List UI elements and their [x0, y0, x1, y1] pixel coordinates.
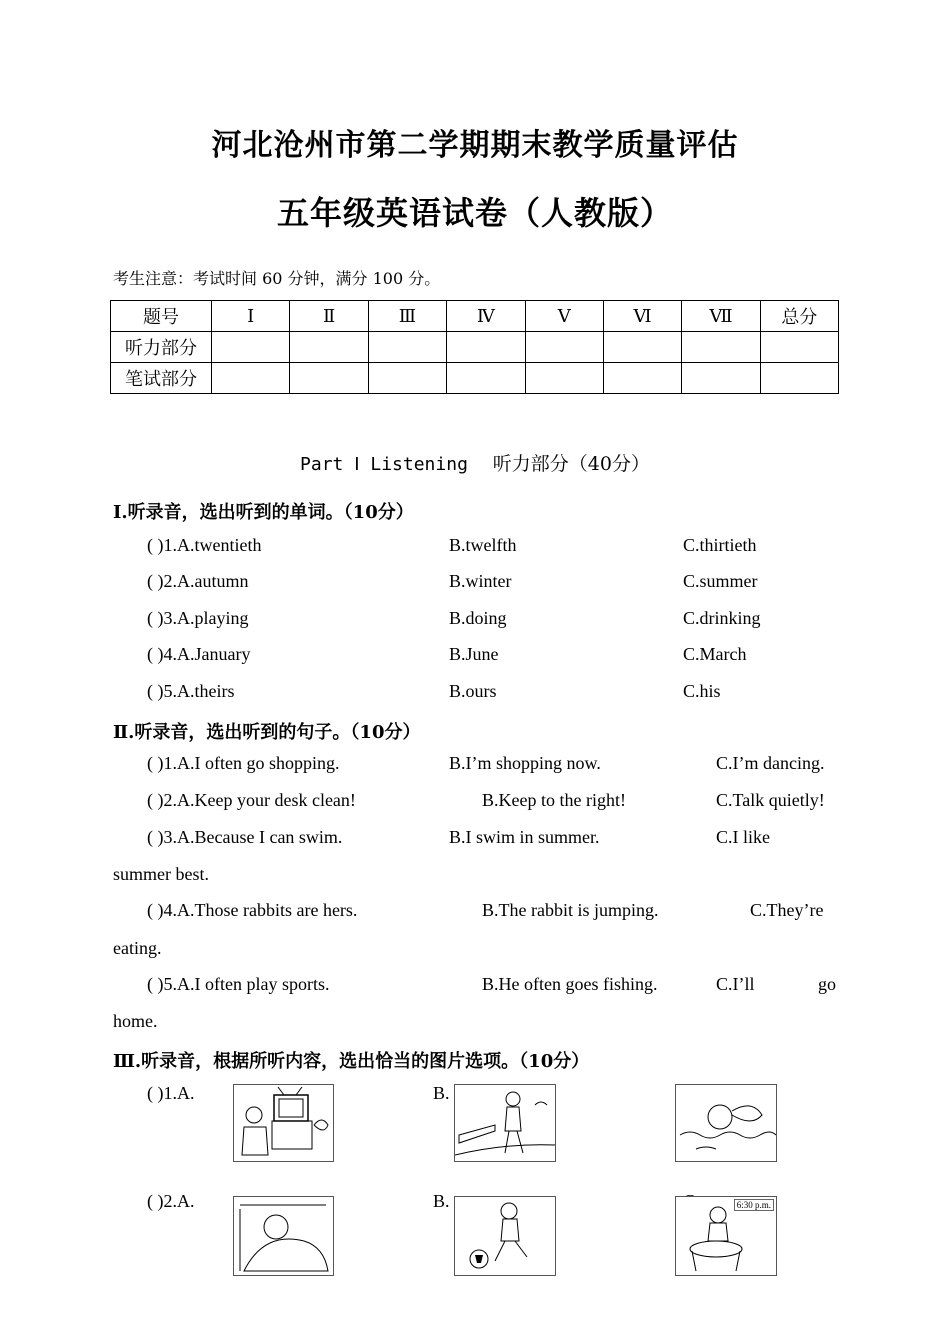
score-header-cell: 题号: [111, 301, 212, 332]
score-table-row: [111, 332, 839, 363]
clock-time-label: 6:30 p.m.: [734, 1199, 774, 1211]
picture-question-label: ( )2.A.: [147, 1191, 195, 1211]
person-swimming-icon: [676, 1085, 776, 1161]
score-cell[interactable]: [368, 332, 446, 363]
question-option-c: C.his: [683, 681, 721, 701]
question-option-a: ( )1.A.I often go shopping.: [147, 753, 340, 773]
question-option-b: B.June: [449, 644, 499, 664]
score-cell[interactable]: [682, 332, 760, 363]
score-cell[interactable]: [212, 363, 290, 394]
question-option-b: B.I’m shopping now.: [449, 753, 601, 773]
score-cell[interactable]: [447, 332, 525, 363]
section-3-title: Ⅲ.听录音，根据所听内容，选出恰当的图片选项。（10分）: [113, 1051, 590, 1072]
person-tv-icon: [234, 1085, 333, 1161]
question-option-b: B.The rabbit is jumping.: [482, 900, 659, 920]
question-option-a: ( )2.A.Keep your desk clean!: [147, 790, 356, 810]
score-header-cell: Ⅵ: [603, 301, 681, 332]
score-table: [110, 300, 839, 394]
question-option-c: C.They’re: [750, 900, 824, 920]
score-cell[interactable]: [525, 363, 603, 394]
score-header-cell: Ⅰ: [212, 301, 290, 332]
question-option-c: C.I’m dancing.: [716, 753, 825, 773]
score-header-cell: Ⅱ: [290, 301, 368, 332]
picture-walking-park: [454, 1084, 556, 1162]
question-option-b: B.I swim in summer.: [449, 827, 600, 847]
question-wrap-text: summer best.: [113, 864, 209, 884]
picture-swimming: [675, 1084, 777, 1162]
score-cell[interactable]: [525, 332, 603, 363]
question-wrap-text: eating.: [113, 938, 162, 958]
score-header-cell: Ⅴ: [525, 301, 603, 332]
part-heading: [0, 449, 950, 476]
picture-question-label: ( )1.A.: [147, 1083, 195, 1103]
score-header-cell: Ⅳ: [447, 301, 525, 332]
question-option-b: B.Keep to the right!: [482, 790, 626, 810]
person-sleeping-icon: [234, 1197, 333, 1275]
exam-title: 河北沧州市第二学期期末教学质量评估: [211, 128, 739, 163]
score-cell[interactable]: [682, 363, 760, 394]
question-option-b: B.twelfth: [449, 535, 517, 555]
exam-notice: 考生注意：考试时间 60 分钟，满分 100 分。: [113, 269, 441, 288]
part-label: Part Ⅰ Listening: [300, 454, 468, 475]
question-option-a: ( )5.A.theirs: [147, 681, 235, 701]
question-option-c: C.Talk quietly!: [716, 790, 825, 810]
picture-sleeping: [233, 1196, 334, 1276]
question-option-a: ( )4.A.Those rabbits are hers.: [147, 900, 358, 920]
score-cell[interactable]: [603, 363, 681, 394]
score-table-header-row: [111, 301, 839, 332]
question-option-c: C.I like: [716, 827, 770, 847]
question-option-a: ( )4.A.January: [147, 644, 251, 664]
picture-playing-football: [454, 1196, 556, 1276]
section-1-title: Ⅰ.听录音，选出听到的单词。（10分）: [113, 502, 414, 523]
question-option-c: C.thirtieth: [683, 535, 757, 555]
question-option-a: ( )2.A.autumn: [147, 571, 249, 591]
score-row-label: 听力部分: [111, 332, 212, 363]
score-cell[interactable]: [368, 363, 446, 394]
question-option-c-tail: go: [818, 974, 836, 994]
score-cell[interactable]: [290, 363, 368, 394]
part-label-cn: 听力部分（40分）: [492, 453, 650, 475]
score-cell[interactable]: [760, 332, 838, 363]
question-option-c: C.March: [683, 644, 747, 664]
question-option-a: ( )5.A.I often play sports.: [147, 974, 330, 994]
question-option-b: B.doing: [449, 608, 507, 628]
score-cell[interactable]: [447, 363, 525, 394]
question-option-a: ( )3.A.playing: [147, 608, 249, 628]
score-cell[interactable]: [212, 332, 290, 363]
person-walking-icon: [455, 1085, 555, 1161]
score-cell[interactable]: [603, 332, 681, 363]
score-header-cell: Ⅲ: [368, 301, 446, 332]
question-option-c: C.summer: [683, 571, 758, 591]
exam-subtitle: 五年级英语试卷（人教版）: [276, 194, 673, 232]
question-option-b: B.winter: [449, 571, 512, 591]
question-option-c: C.I’ll: [716, 974, 755, 994]
score-cell[interactable]: [760, 363, 838, 394]
question-option-b: B.ours: [449, 681, 497, 701]
question-wrap-text: home.: [113, 1011, 158, 1031]
person-football-icon: [455, 1197, 555, 1275]
score-header-cell: Ⅶ: [682, 301, 760, 332]
score-table-row: [111, 363, 839, 394]
picture-eating-dinner: [675, 1196, 777, 1276]
question-option-c: C.drinking: [683, 608, 761, 628]
question-option-b: B.He often goes fishing.: [482, 974, 658, 994]
picture-watching-tv: [233, 1084, 334, 1162]
question-option-a: ( )3.A.Because I can swim.: [147, 827, 343, 847]
score-header-cell: 总分: [760, 301, 838, 332]
score-row-label: 笔试部分: [111, 363, 212, 394]
picture-option-b-label: B.: [433, 1191, 450, 1211]
score-cell[interactable]: [290, 332, 368, 363]
section-2-title: Ⅱ.听录音，选出听到的句子。（10分）: [113, 722, 421, 743]
picture-option-b-label: B.: [433, 1083, 450, 1103]
question-option-a: ( )1.A.twentieth: [147, 535, 262, 555]
